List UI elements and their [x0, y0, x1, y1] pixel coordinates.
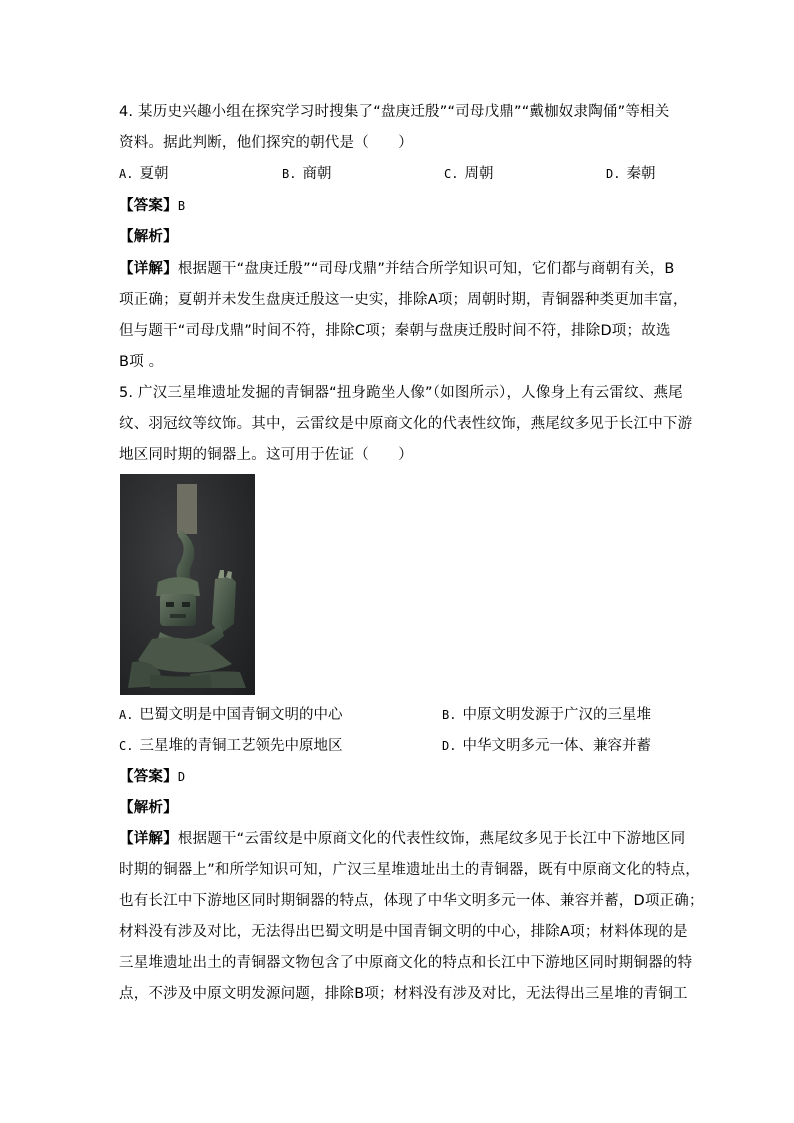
- q4-detail-line-2: 项正确；夏朝并未发生盘庚迁殷这一史实，排除A项；周朝时期，青铜器种类更加丰富，: [119, 292, 688, 308]
- q4-option-a: [119, 164, 168, 184]
- option-text: 三星堆的青铜工艺领先中原地区: [139, 738, 343, 754]
- q4-detail-line-3: 但与题干“司母戊鼎”时间不符，排除C项；秦朝与盘庚迁殷时间不符，排除D项；故选: [119, 323, 671, 339]
- detail-text: 根据题干“盘庚迁殷”“司母戊鼎”并结合所学知识可知，它们都与商朝有关，B: [177, 261, 675, 277]
- bronze-figure-image: [120, 474, 255, 695]
- q5-answer: [119, 767, 191, 787]
- option-label: D.: [606, 167, 621, 181]
- answer-value: B: [177, 199, 186, 213]
- q5-analysis-heading: [119, 798, 178, 818]
- q4-answer: [119, 196, 191, 216]
- q4-stem-line-1: 4. 某历史兴趣小组在探究学习时搜集了“盘庚迁殷”“司母戊鼎”“戴枷奴隶陶俑”等相关: [119, 104, 670, 120]
- option-label: D.: [442, 739, 457, 753]
- option-label: B.: [442, 708, 457, 722]
- option-label: A.: [119, 167, 134, 181]
- option-text: 商朝: [302, 166, 332, 182]
- q5-option-c: [119, 736, 342, 756]
- option-text: 中华文明多元一体、兼容并蓄: [462, 738, 651, 754]
- q5-option-a: [119, 705, 342, 725]
- q5-detail-line-1: [119, 829, 685, 849]
- detail-tag: 【详解】: [119, 831, 178, 847]
- q5-detail-line-6: 点，不涉及中原文明发源问题，排除B项；材料没有涉及对比，无法得出三星堆的青铜工: [119, 986, 688, 1002]
- option-text: 中原文明发源于广汉的三星堆: [462, 707, 651, 723]
- option-label: A.: [119, 708, 134, 722]
- q5-option-b: [442, 705, 651, 725]
- option-text: 秦朝: [626, 166, 656, 182]
- answer-tag: 【答案】: [119, 769, 178, 785]
- q4-option-c: [444, 164, 493, 184]
- q5-detail-line-2: 时期的铜器上”和所学知识可知，广汉三星堆遗址出土的青铜器，既有中原商文化的特点，: [119, 862, 701, 878]
- q5-detail-line-3: 也有长江中下游地区同时期铜器的特点，体现了中华文明多元一体、兼容并蓄，D项正确；: [119, 893, 704, 909]
- q5-detail-line-4: 材料没有涉及对比，无法得出巴蜀文明是中国青铜文明的中心，排除A项；材料体现的是: [119, 924, 688, 940]
- q5-stem-line-1: 5. 广汉三星堆遗址发掘的青铜器“扭身跪坐人像”（如图所示），人像身上有云雷纹、燕尾: [119, 385, 683, 401]
- q5-detail-line-5: 三星堆遗址出土的青铜器文物包含了中原商文化的特点和长江中下游地区同时期铜器的特: [119, 955, 693, 971]
- q5-stem-line-2: 纹、羽冠纹等纹饰。其中，云雷纹是中原商文化的代表性纹饰，燕尾纹多见于长江中下游: [119, 416, 693, 432]
- answer-tag: 【答案】: [119, 198, 178, 214]
- q4-option-b: [282, 164, 331, 184]
- option-label: C.: [119, 739, 134, 753]
- answer-value: D: [177, 770, 186, 784]
- q4-analysis-heading: [119, 227, 178, 247]
- bronze-kneeling-figure-icon: [120, 474, 255, 695]
- detail-text: 根据题干“云雷纹是中原商文化的代表性纹饰，燕尾纹多见于长江中下游地区同: [177, 831, 686, 847]
- option-label: C.: [444, 167, 459, 181]
- option-label: B.: [282, 167, 297, 181]
- q4-stem-line-2: 资料。据此判断，他们探究的朝代是（ ）: [119, 135, 413, 151]
- q4-detail-line-4: B项 。: [119, 354, 164, 370]
- option-text: 夏朝: [139, 166, 169, 182]
- analysis-tag: 【解析】: [119, 800, 178, 816]
- q5-stem-line-3: 地区同时期的铜器上。这可用于佐证（ ）: [119, 447, 413, 463]
- detail-tag: 【详解】: [119, 261, 178, 277]
- q4-detail-line-1: [119, 259, 675, 279]
- option-text: 巴蜀文明是中国青铜文明的中心: [139, 707, 343, 723]
- q5-option-d: [442, 736, 651, 756]
- q4-option-d: [606, 164, 655, 184]
- analysis-tag: 【解析】: [119, 229, 178, 245]
- option-text: 周朝: [464, 166, 494, 182]
